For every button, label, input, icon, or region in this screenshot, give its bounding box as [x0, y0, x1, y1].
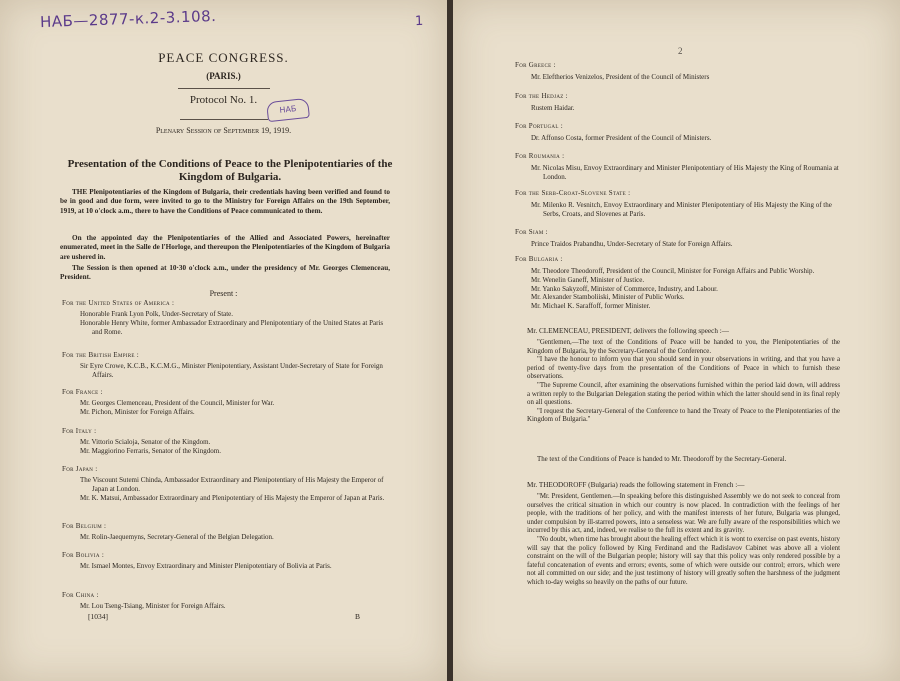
delegate-entry: Mr. Nicolas Misu, Envoy Extraordinary and Minister Plenipotentiary of His Majesty the King of Roumania at London. — [531, 164, 839, 181]
delegation-members — [531, 104, 841, 113]
delegate-entry: Prince Traidos Prabandhu, Under-Secretary of State for Foreign Affairs. — [531, 240, 733, 248]
delegation-country: For the British Empire : — [62, 351, 140, 359]
delegation-country: For China : — [62, 591, 99, 599]
delegation-country: For Portugal : — [515, 122, 563, 130]
speech-paragraph: "I request the Secretary-General of the Conference to hand the Treaty of Peace to the Plenipotentiaries of the Kingdom of Bulgaria." — [527, 407, 840, 424]
delegate-entry: Mr. Lou Tseng-Tsiang, Minister for Foreign Affairs. — [80, 602, 226, 610]
intro-paragraph-3: The Session is then opened at 10·30 o'clock a.m., under the presidency of Mr. Georges Clemenceau, President. — [60, 264, 390, 282]
delegate-entry: Mr. Yanko Sakyzoff, Minister of Commerce, Industry, and Labour. — [531, 284, 718, 293]
delegation-members — [80, 602, 386, 611]
delegate-entry: Rustem Haidar. — [531, 104, 575, 112]
delegation-country: For Belgium : — [62, 522, 107, 530]
delegation-members — [80, 310, 386, 336]
delegate-entry: Mr. Ismael Montes, Envoy Extraordinary and Minister Plenipotentiary of Bolivia at Paris. — [80, 562, 332, 570]
delegation-country: For Bolivia : — [62, 551, 105, 559]
delegation-country: For France : — [62, 388, 103, 396]
delegation-members — [531, 164, 841, 182]
delegation-country: For the Hedjaz : — [515, 92, 568, 100]
protocol-title: Protocol No. 1. — [189, 94, 258, 106]
congress-place: (PARIS.) — [206, 71, 241, 81]
clemenceau-speech — [527, 339, 840, 425]
delegation-country: For Italy : — [62, 427, 97, 435]
delegate-entry: Mr. Wenelin Ganeff, Minister of Justice. — [531, 275, 645, 284]
speech-paragraph: "No doubt, when time has brought about the healing effect which it is wont to exercise on past events, history will say that the policy followed by King Ferdinand and the Radislavov Cabinet was above all a violent constraint on the will of the Bulgarian people; history will say that this policy was only rendered possible by a fateful concatenation of events and errors; events, some of which were outside our control; errors, which were not all committed on our side; and the just testimony of history will greatly soften the harshness of the judgment which to-day weighs so heavily on the paths of our future. — [527, 535, 840, 586]
delegation-members — [80, 476, 386, 502]
delegate-entry: Sir Eyre Crowe, K.C.B., K.C.M.G., Minister Plenipotentiary, Assistant Under-Secretary of State for Foreign Affairs. — [80, 362, 383, 379]
delegation-country: For Japan : — [62, 465, 98, 473]
delegation-members — [80, 438, 386, 456]
delegation-country: For the Serb-Croat-Slovene State : — [515, 189, 631, 197]
speech-paragraph: "Gentlemen,—The text of the Conditions of Peace will be handed to you, the Plenipotentiaries of the Kingdom of Bulgaria, by the Secretary-General of the Conference. — [527, 339, 840, 355]
document-headline: Presentation of the Conditions of Peace to the Plenipotentiaries of the Kingdom of Bulgaria. — [67, 158, 393, 183]
delegation-country: For Bulgaria : — [515, 255, 563, 263]
delegate-entry: Mr. Alexander Stamboliiski, Minister of Public Works. — [531, 293, 685, 302]
speech-paragraph: "I have the honour to inform you that you should send in your observations in writing, and that you have a period of twenty-five days from the presentation of the Conditions of Peace in which to furnish these observations. — [527, 356, 840, 381]
delegate-entry: Mr. Georges Clemenceau, President of the Council, Minister for War. — [80, 399, 275, 407]
delegation-members — [80, 562, 386, 571]
delegate-entry: Mr. Vittorio Scialoja, Senator of the Kingdom. — [80, 438, 211, 446]
handwritten-reference: НАБ—2877-к.2-3.108. — [39, 6, 217, 32]
title-rule — [178, 88, 270, 89]
handwritten-page-mark: 1 — [414, 13, 425, 30]
delegate-entry: Mr. Rolin-Jaequemyns, Secretary-General of the Belgian Delegation. — [80, 533, 274, 541]
congress-title: PEACE CONGRESS. — [158, 50, 289, 65]
delegation-members — [531, 134, 841, 143]
clemenceau-intro: Mr. CLEMENCEAU, PRESIDENT, delivers the following speech :— — [527, 327, 729, 335]
left-page — [0, 0, 447, 681]
intro-paragraph-1: THE Plenipotentiaries of the Kingdom of Bulgaria, their credentials having been verified and found to be in good and due form, were invited to go to the Ministry for Foreign Affairs on the 19th September, 1919, at 10 o'clock a.m., there to have the Conditions of Peace communicated to them. — [60, 188, 390, 215]
intro-paragraph-2: On the appointed day the Plenipotentiaries of the Allied and Associated Powers, hereinafter enumerated, meet in the Salle de l'Horloge, and thereupon the Plenipotentiaries of the Kingdom of Bulgaria are ushered in. — [60, 234, 390, 261]
delegation-members — [80, 362, 386, 380]
delegate-entry: Honorable Henry White, former Ambassador Extraordinary and Plenipotentiary of the United States at Paris and Rome. — [80, 318, 384, 336]
delegation-country: For Siam : — [515, 228, 548, 236]
theodoroff-speech — [527, 493, 840, 588]
session-line: Plenary Session of September 19, 1919. — [155, 126, 292, 135]
delegate-entry: The Viscount Sutemi Chinda, Ambassador Extraordinary and Plenipotentiary of His Majesty the Emperor of Japan at London. — [80, 476, 384, 493]
handed-text: The text of the Conditions of Peace is handed to Mr. Theodoroff by the Secretary-General. — [537, 456, 787, 463]
delegation-members — [80, 533, 386, 542]
delegate-entry: Dr. Affonso Costa, former President of the Council of Ministers. — [531, 134, 712, 142]
delegation-members — [531, 201, 841, 219]
delegation-country: For the United States of America : — [62, 299, 175, 307]
delegate-entry: Mr. Pichon, Minister for Foreign Affairs. — [80, 407, 195, 416]
delegate-entry: Mr. Eleftherios Venizelos, President of the Council of Ministers — [531, 73, 710, 81]
speech-paragraph: "Mr. President, Gentlemen.—In speaking before this distinguished Assembly we do not seek to conceal from ourselves the critical situation in which our country is now placed. In contradiction with the feelings of her people, with the traditions of her policy, and with the manifest interests of her future, Bulgaria was plunged, under compulsion by ill-starred powers, into a senseless war. We are fully aware of the responsibilities which we incurred by this act, and, indeed, we realise to the full its extent and its gravity. — [527, 493, 840, 535]
footer-signature: B — [355, 612, 361, 621]
delegation-country: For Roumania : — [515, 152, 565, 160]
delegate-entry: Mr. K. Matsui, Ambassador Extraordinary and Plenipotentiary of His Majesty the Emperor of Japan at Paris. — [80, 493, 385, 502]
right-page — [453, 0, 900, 681]
delegation-members — [531, 240, 841, 249]
delegate-entry: Honorable Frank Lyon Polk, Under-Secretary of State. — [80, 310, 234, 318]
footer-code: [1034] — [88, 612, 108, 621]
delegation-members — [531, 73, 841, 82]
delegate-entry: Mr. Michael K. Saraffoff, former Minister. — [531, 302, 651, 311]
present-heading: Present : — [209, 289, 238, 298]
delegation-members — [531, 267, 841, 311]
speech-paragraph: "The Supreme Council, after examining the observations furnished within the period laid down, will address a written reply to the Bulgarian Delegation stating the period within which the latter should send in its final reply on all questions. — [527, 381, 840, 407]
protocol-rule — [180, 119, 268, 120]
delegation-members — [80, 399, 386, 417]
delegation-country: For Greece : — [515, 61, 556, 69]
archive-stamp: НАБ — [266, 98, 310, 122]
delegate-entry: Mr. Milenko R. Vesnitch, Envoy Extraordinary and Minister Plenipotentiary of His Majesty the King of the Serbs, Croats, and Slovenes at Paris. — [531, 201, 832, 218]
delegate-entry: Mr. Maggiorino Ferraris, Senator of the Kingdom. — [80, 446, 221, 455]
page-number: 2 — [678, 46, 683, 56]
delegate-entry: Mr. Theodore Theodoroff, President of the Council, Minister for Foreign Affairs and Public Worship. — [531, 267, 815, 275]
theodoroff-intro: Mr. THEODOROFF (Bulgaria) reads the following statement in French :— — [527, 481, 745, 489]
